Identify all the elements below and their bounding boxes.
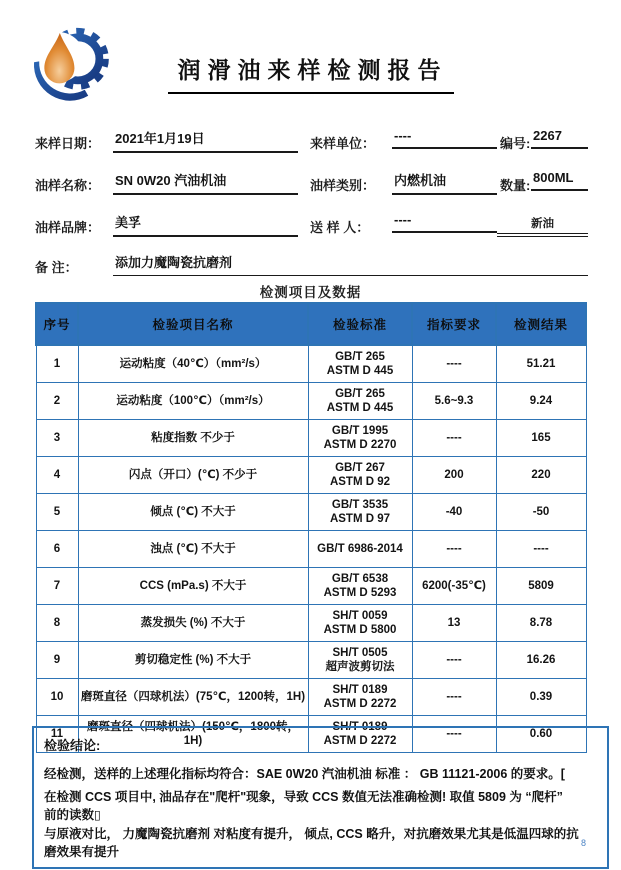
column-header-result: 检测结果 (496, 303, 586, 345)
cell-result: ---- (496, 531, 586, 568)
cell-result: 51.21 (496, 345, 586, 383)
cell-result: 220 (496, 457, 586, 494)
oil-name-value: SN 0W20 汽油机油 (113, 170, 298, 195)
quantity-value: 800ML (531, 170, 588, 191)
table-row (36, 605, 586, 642)
cell-requirement: ---- (412, 345, 496, 383)
standard-line1: SH/T 0505 (332, 646, 388, 659)
oil-brand-value: 美孚 (113, 212, 298, 237)
oil-state-badge: 新油 (497, 215, 588, 237)
cell-requirement: 13 (412, 605, 496, 642)
quantity-label: 数量: (500, 178, 531, 193)
remark-value: 添加力魔陶瓷抗磨剂 (113, 252, 588, 276)
cell-name: 浊点 (℃) 不大于 (78, 531, 308, 568)
standard-line1: GB/T 265 (335, 387, 385, 400)
cell-requirement: 6200(-35℃) (412, 568, 496, 605)
cell-name: 磨斑直径（四球机法）(75℃，1200转，1H) (78, 679, 308, 716)
standard-line2: ASTM D 5800 (323, 624, 397, 636)
standard-line2: ASTM D 5293 (323, 587, 397, 599)
cell-seq: 2 (36, 383, 78, 420)
cell-name: 蒸发损失 (%) 不大于 (78, 605, 308, 642)
table-row (36, 494, 586, 531)
cell-requirement: ---- (412, 420, 496, 457)
cell-requirement: 200 (412, 457, 496, 494)
cell-result: 8.78 (496, 605, 586, 642)
cell-standard (308, 642, 412, 679)
cell-requirement: ---- (412, 679, 496, 716)
results-table (35, 302, 587, 753)
cell-seq: 11 (36, 716, 78, 753)
cell-name: CCS (mPa.s) 不大于 (78, 568, 308, 605)
table-row (36, 679, 586, 716)
cell-result: 5809 (496, 568, 586, 605)
column-header-name: 检验项目名称 (78, 303, 308, 345)
standard-line1: SH/T 0059 (332, 609, 388, 622)
cell-seq: 3 (36, 420, 78, 457)
cell-seq: 4 (36, 457, 78, 494)
standard-line2: ASTM D 97 (329, 513, 391, 525)
sender-value: ---- (392, 212, 497, 233)
remark-label: 备 注： (35, 260, 78, 275)
conclusion-line: 磨效果有提升 (44, 845, 120, 859)
table-row (36, 383, 586, 420)
oil-category-value: 内燃机油 (392, 170, 497, 195)
cell-result: 0.60 (496, 716, 586, 753)
cell-standard (308, 345, 412, 383)
sample-date-label: 来样日期： (35, 136, 101, 151)
standard-line2: ASTM D 2272 (323, 698, 397, 710)
table-row (36, 531, 586, 568)
standard-line2: 超声波剪切法 (325, 661, 395, 673)
table-row (36, 457, 586, 494)
cell-standard (308, 679, 412, 716)
cell-result: 16.26 (496, 642, 586, 679)
cell-standard (308, 457, 412, 494)
sample-unit-label: 来样单位： (310, 136, 376, 151)
cell-name: 粘度指数 不少于 (78, 420, 308, 457)
table-row (36, 642, 586, 679)
oil-category-label: 油样类别： (310, 178, 376, 193)
serial-no-value: 2267 (531, 128, 588, 149)
logo-graphic (28, 26, 114, 108)
column-header-seq: 序号 (36, 303, 78, 345)
cell-name: 磨斑直径（四球机法）(150℃，1800转，1H) (78, 716, 308, 753)
conclusion-line: 与原液对比， 力魔陶瓷抗磨剂 对粘度有提升， 倾点, CCS 略升，对抗磨效果尤其是低温四球的抗 (44, 826, 579, 841)
oil-brand-label: 油样品牌： (35, 220, 101, 235)
cell-name: 闪点（开口）(℃) 不少于 (78, 457, 308, 494)
standard-line2: ASTM D 92 (329, 476, 391, 488)
conclusion-line: 在检测 CCS 项目中, 油品存在"爬杆"现象，导致 CCS 数值无法准确检测! 取值 5809 为 “爬杆” (44, 789, 563, 804)
oil-drop-gear-logo (28, 26, 114, 108)
standard-line1: GB/T 1995 (331, 424, 389, 437)
cell-standard (308, 494, 412, 531)
textbox-resize-handle: 8 (581, 838, 587, 848)
table-header-row (36, 303, 586, 345)
standard-line2: ASTM D 2270 (323, 439, 397, 451)
cell-result: 0.39 (496, 679, 586, 716)
cell-standard (308, 605, 412, 642)
cell-result: 9.24 (496, 383, 586, 420)
cell-name: 剪切稳定性 (%) 不大于 (78, 642, 308, 679)
cell-seq: 10 (36, 679, 78, 716)
conclusion-box (32, 726, 609, 869)
cell-standard: GB/T 6986-2014 (308, 531, 412, 568)
cell-seq: 1 (36, 345, 78, 383)
standard-line1: GB/T 267 (335, 461, 385, 474)
cell-requirement: -40 (412, 494, 496, 531)
standard-line1: GB/T 265 (335, 350, 385, 363)
standard-line1: GB/T 6538 (331, 572, 389, 585)
cell-standard (308, 420, 412, 457)
sample-date-value: 2021年1月19日 (113, 128, 298, 153)
cell-seq: 8 (36, 605, 78, 642)
cell-seq: 6 (36, 531, 78, 568)
cell-standard (308, 568, 412, 605)
cell-seq: 9 (36, 642, 78, 679)
standard-line1: GB/T 3535 (331, 498, 389, 511)
cell-name: 运动粘度（40℃）（mm²/s） (78, 345, 308, 383)
cell-requirement: ---- (412, 716, 496, 753)
cell-seq: 5 (36, 494, 78, 531)
standard-line2: ASTM D 445 (326, 365, 394, 377)
sample-unit-value: ---- (392, 128, 497, 149)
standard-line2: ASTM D 445 (326, 402, 394, 414)
table-row (36, 568, 586, 605)
column-header-requirement: 指标要求 (412, 303, 496, 345)
sender-label: 送 样 人： (310, 220, 370, 235)
cell-result: -50 (496, 494, 586, 531)
serial-no-label: 编号: (500, 136, 531, 151)
cell-name: 运动粘度（100℃）（mm²/s） (78, 383, 308, 420)
cell-requirement: 5.6~9.3 (412, 383, 496, 420)
standard-line1: SH/T 0189 (332, 720, 388, 733)
cell-seq: 7 (36, 568, 78, 605)
conclusion-line: 经检测，送样的上述理化指标均符合：SAE 0W20 汽油机油 标准 ： GB 11121-2006 的要求。[ (44, 767, 565, 781)
page-title: 润滑油来样检测报告 (168, 52, 454, 94)
table-row (36, 345, 586, 383)
cell-name: 倾点 (℃) 不大于 (78, 494, 308, 531)
cell-requirement: ---- (412, 642, 496, 679)
cell-result: 165 (496, 420, 586, 457)
table-row (36, 420, 586, 457)
standard-line1: SH/T 0189 (332, 683, 388, 696)
cell-requirement: ---- (412, 531, 496, 568)
conclusion-line: 前的读数▯ (44, 808, 101, 822)
cell-standard (308, 383, 412, 420)
oil-name-label: 油样名称： (35, 178, 101, 193)
column-header-standard: 检验标准 (308, 303, 412, 345)
standard-line2: ASTM D 2272 (323, 735, 397, 747)
conclusion-heading: 检验结论: (44, 738, 101, 753)
section-title: 检测项目及数据 (259, 285, 362, 300)
